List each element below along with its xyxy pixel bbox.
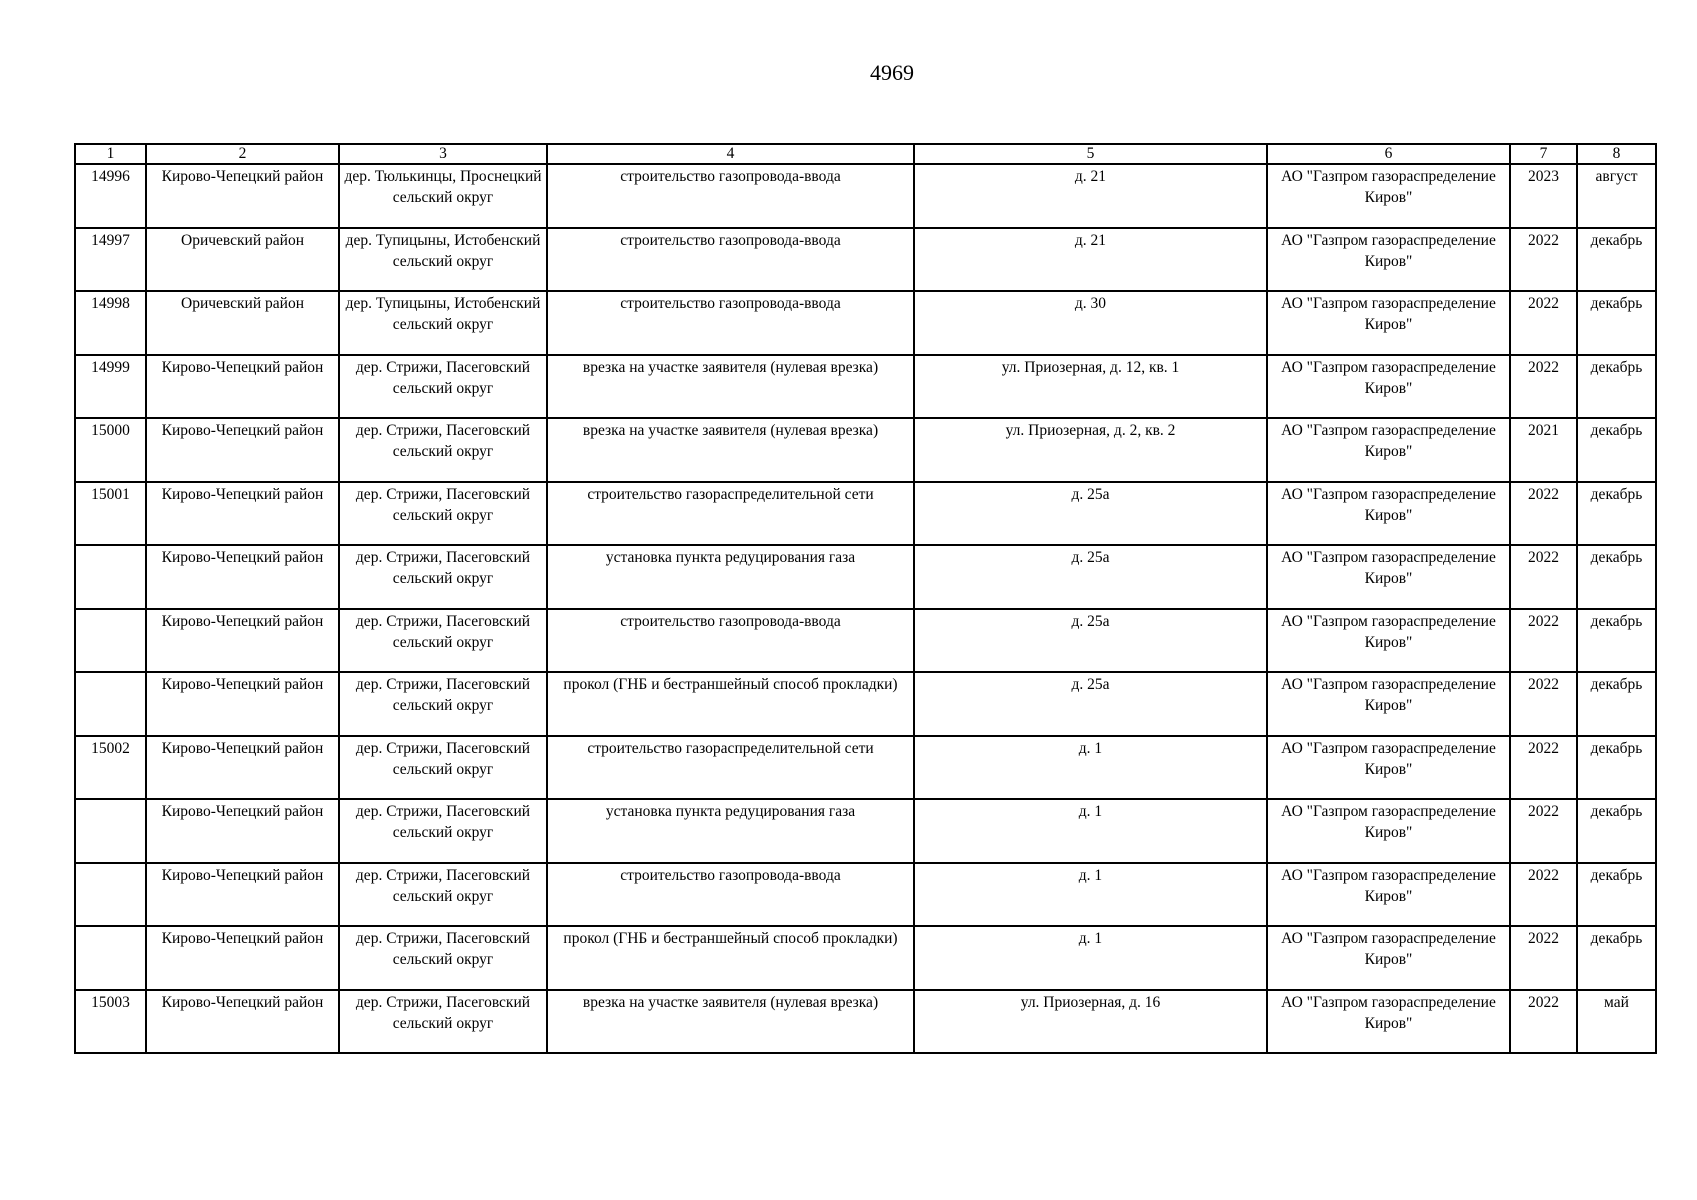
cell-work-type: установка пункта редуцирования газа bbox=[547, 545, 914, 609]
cell-address: д. 1 bbox=[914, 799, 1267, 863]
cell-organization: АО "Газпром газораспределение Киров" bbox=[1267, 355, 1510, 419]
cell-locality: дер. Стрижи, Пасеговский сельский округ bbox=[339, 355, 547, 419]
table-row bbox=[75, 736, 1656, 800]
cell-address: д. 1 bbox=[914, 926, 1267, 990]
cell-district: Оричевский район bbox=[146, 228, 339, 292]
cell-month: декабрь bbox=[1577, 228, 1656, 292]
cell-number: 15000 bbox=[75, 418, 146, 482]
cell-number bbox=[75, 799, 146, 863]
table-row bbox=[75, 926, 1656, 990]
table-header bbox=[75, 144, 1656, 164]
cell-work-type: врезка на участке заявителя (нулевая врезка) bbox=[547, 990, 914, 1054]
cell-locality: дер. Стрижи, Пасеговский сельский округ bbox=[339, 863, 547, 927]
cell-district: Кирово-Чепецкий район bbox=[146, 609, 339, 673]
cell-number: 15003 bbox=[75, 990, 146, 1054]
table-row bbox=[75, 228, 1656, 292]
cell-address: д. 21 bbox=[914, 228, 1267, 292]
cell-month: декабрь bbox=[1577, 799, 1656, 863]
table-row bbox=[75, 990, 1656, 1054]
cell-number: 15001 bbox=[75, 482, 146, 546]
cell-district: Кирово-Чепецкий район bbox=[146, 355, 339, 419]
cell-organization: АО "Газпром газораспределение Киров" bbox=[1267, 228, 1510, 292]
cell-number bbox=[75, 609, 146, 673]
cell-month: декабрь bbox=[1577, 545, 1656, 609]
table-body bbox=[75, 164, 1656, 1053]
column-header: 6 bbox=[1267, 144, 1510, 164]
cell-month: декабрь bbox=[1577, 736, 1656, 800]
cell-district: Кирово-Чепецкий район bbox=[146, 672, 339, 736]
column-header: 4 bbox=[547, 144, 914, 164]
cell-year: 2022 bbox=[1510, 863, 1577, 927]
cell-year: 2022 bbox=[1510, 799, 1577, 863]
cell-number bbox=[75, 926, 146, 990]
cell-work-type: врезка на участке заявителя (нулевая врезка) bbox=[547, 418, 914, 482]
cell-month: декабрь bbox=[1577, 926, 1656, 990]
cell-address: д. 25а bbox=[914, 609, 1267, 673]
cell-district: Кирово-Чепецкий район bbox=[146, 736, 339, 800]
cell-work-type: прокол (ГНБ и бестраншейный способ прокладки) bbox=[547, 926, 914, 990]
table-row bbox=[75, 291, 1656, 355]
cell-district: Кирово-Чепецкий район bbox=[146, 863, 339, 927]
cell-locality: дер. Стрижи, Пасеговский сельский округ bbox=[339, 672, 547, 736]
column-header: 5 bbox=[914, 144, 1267, 164]
cell-month: декабрь bbox=[1577, 609, 1656, 673]
cell-month: декабрь bbox=[1577, 291, 1656, 355]
cell-work-type: строительство газопровода-ввода bbox=[547, 863, 914, 927]
cell-organization: АО "Газпром газораспределение Киров" bbox=[1267, 990, 1510, 1054]
cell-work-type: строительство газопровода-ввода bbox=[547, 164, 914, 228]
cell-work-type: строительство газопровода-ввода bbox=[547, 291, 914, 355]
cell-organization: АО "Газпром газораспределение Киров" bbox=[1267, 609, 1510, 673]
table-row bbox=[75, 672, 1656, 736]
cell-district: Кирово-Чепецкий район bbox=[146, 545, 339, 609]
cell-organization: АО "Газпром газораспределение Киров" bbox=[1267, 672, 1510, 736]
cell-address: д. 25а bbox=[914, 482, 1267, 546]
data-table bbox=[74, 143, 1657, 1054]
cell-district: Кирово-Чепецкий район bbox=[146, 418, 339, 482]
cell-year: 2022 bbox=[1510, 672, 1577, 736]
table-row bbox=[75, 799, 1656, 863]
cell-work-type: прокол (ГНБ и бестраншейный способ прокладки) bbox=[547, 672, 914, 736]
cell-month: декабрь bbox=[1577, 355, 1656, 419]
page-number: 4969 bbox=[870, 60, 914, 85]
cell-year: 2022 bbox=[1510, 736, 1577, 800]
cell-month: декабрь bbox=[1577, 482, 1656, 546]
cell-organization: АО "Газпром газораспределение Киров" bbox=[1267, 545, 1510, 609]
table-row bbox=[75, 418, 1656, 482]
cell-district: Кирово-Чепецкий район bbox=[146, 990, 339, 1054]
cell-year: 2022 bbox=[1510, 291, 1577, 355]
cell-year: 2022 bbox=[1510, 990, 1577, 1054]
cell-address: д. 1 bbox=[914, 736, 1267, 800]
cell-locality: дер. Стрижи, Пасеговский сельский округ bbox=[339, 482, 547, 546]
cell-locality: дер. Тупицыны, Истобенский сельский округ bbox=[339, 228, 547, 292]
cell-number: 14997 bbox=[75, 228, 146, 292]
cell-district: Кирово-Чепецкий район bbox=[146, 926, 339, 990]
cell-number: 15002 bbox=[75, 736, 146, 800]
cell-locality: дер. Стрижи, Пасеговский сельский округ bbox=[339, 799, 547, 863]
cell-locality: дер. Тупицыны, Истобенский сельский округ bbox=[339, 291, 547, 355]
cell-year: 2022 bbox=[1510, 482, 1577, 546]
cell-address: д. 25а bbox=[914, 545, 1267, 609]
cell-work-type: установка пункта редуцирования газа bbox=[547, 799, 914, 863]
cell-month: декабрь bbox=[1577, 672, 1656, 736]
cell-district: Оричевский район bbox=[146, 291, 339, 355]
cell-year: 2022 bbox=[1510, 355, 1577, 419]
cell-work-type: строительство газопровода-ввода bbox=[547, 228, 914, 292]
cell-work-type: строительство газораспределительной сети bbox=[547, 482, 914, 546]
cell-year: 2022 bbox=[1510, 228, 1577, 292]
column-header: 8 bbox=[1577, 144, 1656, 164]
cell-organization: АО "Газпром газораспределение Киров" bbox=[1267, 164, 1510, 228]
cell-number bbox=[75, 545, 146, 609]
table-row bbox=[75, 545, 1656, 609]
cell-month: декабрь bbox=[1577, 418, 1656, 482]
column-header: 3 bbox=[339, 144, 547, 164]
cell-month: декабрь bbox=[1577, 863, 1656, 927]
table-row bbox=[75, 355, 1656, 419]
table-row bbox=[75, 863, 1656, 927]
cell-locality: дер. Стрижи, Пасеговский сельский округ bbox=[339, 418, 547, 482]
column-header: 1 bbox=[75, 144, 146, 164]
cell-work-type: врезка на участке заявителя (нулевая врезка) bbox=[547, 355, 914, 419]
column-header: 2 bbox=[146, 144, 339, 164]
cell-number bbox=[75, 672, 146, 736]
cell-organization: АО "Газпром газораспределение Киров" bbox=[1267, 291, 1510, 355]
cell-number bbox=[75, 863, 146, 927]
table-row bbox=[75, 609, 1656, 673]
cell-locality: дер. Стрижи, Пасеговский сельский округ bbox=[339, 926, 547, 990]
cell-address: д. 25а bbox=[914, 672, 1267, 736]
cell-locality: дер. Тюлькинцы, Проснецкий сельский округ bbox=[339, 164, 547, 228]
cell-year: 2023 bbox=[1510, 164, 1577, 228]
cell-district: Кирово-Чепецкий район bbox=[146, 164, 339, 228]
cell-district: Кирово-Чепецкий район bbox=[146, 799, 339, 863]
cell-year: 2022 bbox=[1510, 926, 1577, 990]
cell-locality: дер. Стрижи, Пасеговский сельский округ bbox=[339, 609, 547, 673]
cell-year: 2021 bbox=[1510, 418, 1577, 482]
cell-number: 14999 bbox=[75, 355, 146, 419]
cell-year: 2022 bbox=[1510, 609, 1577, 673]
cell-locality: дер. Стрижи, Пасеговский сельский округ bbox=[339, 736, 547, 800]
cell-address: ул. Приозерная, д. 2, кв. 2 bbox=[914, 418, 1267, 482]
table-row bbox=[75, 482, 1656, 546]
cell-address: д. 30 bbox=[914, 291, 1267, 355]
cell-organization: АО "Газпром газораспределение Киров" bbox=[1267, 482, 1510, 546]
cell-locality: дер. Стрижи, Пасеговский сельский округ bbox=[339, 990, 547, 1054]
cell-organization: АО "Газпром газораспределение Киров" bbox=[1267, 736, 1510, 800]
cell-address: д. 1 bbox=[914, 863, 1267, 927]
cell-address: д. 21 bbox=[914, 164, 1267, 228]
cell-address: ул. Приозерная, д. 16 bbox=[914, 990, 1267, 1054]
cell-year: 2022 bbox=[1510, 545, 1577, 609]
cell-work-type: строительство газораспределительной сети bbox=[547, 736, 914, 800]
header-row bbox=[75, 144, 1656, 164]
cell-organization: АО "Газпром газораспределение Киров" bbox=[1267, 799, 1510, 863]
cell-month: май bbox=[1577, 990, 1656, 1054]
cell-locality: дер. Стрижи, Пасеговский сельский округ bbox=[339, 545, 547, 609]
cell-month: август bbox=[1577, 164, 1656, 228]
cell-number: 14996 bbox=[75, 164, 146, 228]
cell-organization: АО "Газпром газораспределение Киров" bbox=[1267, 926, 1510, 990]
column-header: 7 bbox=[1510, 144, 1577, 164]
cell-work-type: строительство газопровода-ввода bbox=[547, 609, 914, 673]
cell-organization: АО "Газпром газораспределение Киров" bbox=[1267, 418, 1510, 482]
cell-district: Кирово-Чепецкий район bbox=[146, 482, 339, 546]
table-row bbox=[75, 164, 1656, 228]
cell-organization: АО "Газпром газораспределение Киров" bbox=[1267, 863, 1510, 927]
cell-number: 14998 bbox=[75, 291, 146, 355]
cell-address: ул. Приозерная, д. 12, кв. 1 bbox=[914, 355, 1267, 419]
